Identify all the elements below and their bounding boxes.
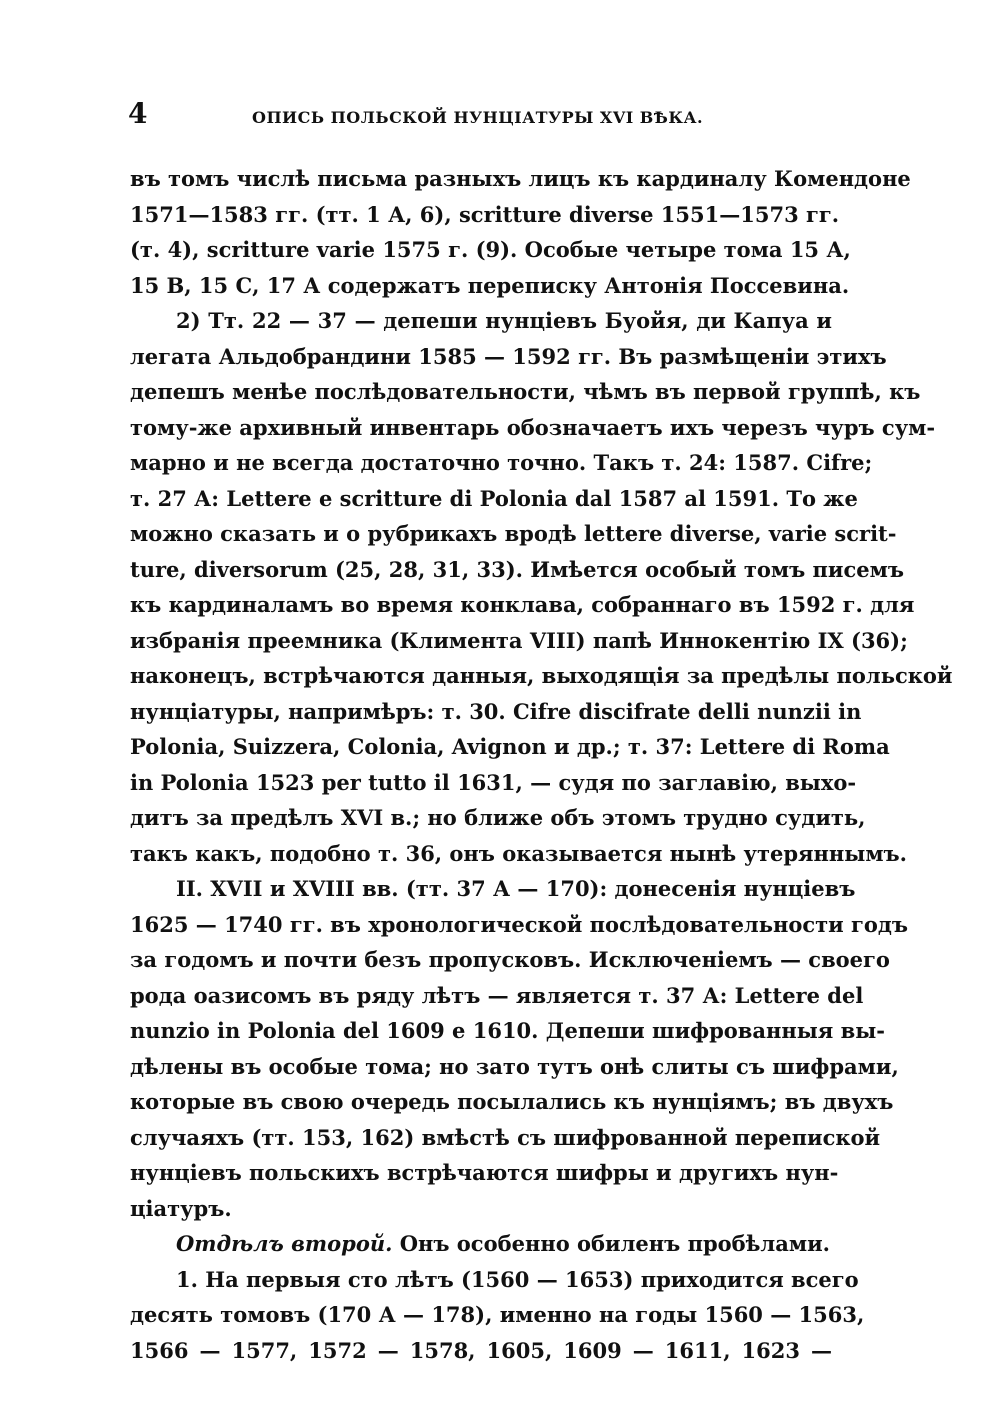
- text-line: можно сказать и о рубрикахъ вродѣ lettere diverse, varie scrit-: [130, 521, 897, 546]
- text-line: въ томъ числѣ письма разныхъ лицъ къ кардиналу Комендоне: [130, 166, 911, 191]
- page-number: 4: [128, 97, 148, 130]
- text-line: за годомъ и почти безъ пропусковъ. Исключеніемъ — своего: [130, 947, 890, 972]
- text-line: къ кардиналамъ во время конклава, собраннаго въ 1592 г. для: [130, 592, 915, 617]
- text-line: такъ какъ, подобно т. 36, онъ оказывается нынѣ утеряннымъ.: [130, 840, 907, 866]
- paragraph-start-line: 1. На первыя сто лѣтъ (1560 — 1653) приходится всего: [176, 1266, 859, 1292]
- text-line: 1566 — 1577, 1572 — 1578, 1605, 1609 — 1611, 1623 —: [130, 1337, 832, 1363]
- text-line: nunzio in Polonia del 1609 e 1610. Депеши шифрованныя вы-: [130, 1018, 885, 1043]
- text-line: in Polonia 1523 per tutto il 1631, — судя по заглавію, выхо-: [130, 769, 857, 795]
- text-line: случаяхъ (тт. 153, 162) вмѣстѣ съ шифрованной перепиской: [130, 1124, 881, 1150]
- text-line: рода оазисомъ въ ряду лѣтъ — является т. 37 А: Lettere del: [130, 982, 864, 1008]
- text-line: легата Альдобрандини 1585 — 1592 гг. Въ размѣщеніи этихъ: [130, 343, 887, 369]
- section-heading-line: [130, 1226, 832, 1262]
- text-line: депешъ менѣе послѣдовательности, чѣмъ въ первой группѣ, къ: [130, 379, 921, 404]
- text-line: которые въ свою очередь посылались къ нунціямъ; въ двухъ: [130, 1089, 894, 1114]
- text-line: дитъ за предѣлъ XVI в.; но ближе объ этомъ трудно судить,: [130, 805, 866, 830]
- text-line: т. 27 А: Lettere e scritture di Polonia dal 1587 al 1591. То же: [130, 485, 858, 511]
- text-line: (т. 4), scritture varie 1575 г. (9). Особые четыре тома 15 А,: [130, 237, 851, 262]
- body-text: [130, 161, 953, 1368]
- text-line: тому-же архивный инвентарь обозначаетъ ихъ черезъ чуръ сум-: [130, 414, 936, 440]
- section-heading-rest: Онъ особенно обиленъ пробѣлами.: [392, 1231, 830, 1256]
- paragraph-start-line: 2) Тт. 22 — 37 — депеши нунціевъ Буойя, ди Капуа и: [176, 308, 832, 333]
- text-line: ture, diversorum (25, 28, 31, 33). Имѣется особый томъ писемъ: [130, 556, 904, 582]
- text-line: нунціевъ польскихъ встрѣчаются шифры и другихъ нун-: [130, 1160, 839, 1185]
- text-line: нунціатуры, напримѣръ: т. 30. Cifre discifrate delli nunzii in: [130, 698, 862, 724]
- text-line: наконецъ, встрѣчаются данныя, выходящія за предѣлы польской: [130, 663, 953, 688]
- running-title: ОПИСЬ ПОЛЬСКОЙ НУНЦІАТУРЫ XVI ВѢКА.: [252, 108, 704, 127]
- text-line: десять томовъ (170 А — 178), именно на годы 1560 — 1563,: [130, 1302, 865, 1327]
- text-line: дѣлены въ особые тома; но зато тутъ онѣ слиты съ шифрами,: [130, 1053, 899, 1079]
- text-line: ціатуръ.: [130, 1195, 232, 1221]
- text-line: Polonia, Suizzera, Colonia, Avignon и др.; т. 37: Lettere di Roma: [130, 734, 890, 759]
- section-heading-italic: Отдѣлъ второй.: [176, 1231, 393, 1256]
- text-line: 1625 — 1740 гг. въ хронологической послѣдовательности годъ: [130, 911, 909, 937]
- text-line: 15 В, 15 С, 17 А содержатъ переписку Антонія Поссевина.: [130, 272, 850, 298]
- text-line: 1571—1583 гг. (тт. 1 А, 6), scritture diverse 1551—1573 гг.: [130, 201, 840, 227]
- text-line: марно и не всегда достаточно точно. Такъ т. 24: 1587. Cifre;: [130, 450, 873, 475]
- paragraph-start-line: II. XVII и XVIII вв. (тт. 37 А — 170): донесенія нунціевъ: [176, 876, 856, 901]
- text-line: избранія преемника (Климента VIII) папѣ Иннокентію IX (36);: [130, 627, 908, 653]
